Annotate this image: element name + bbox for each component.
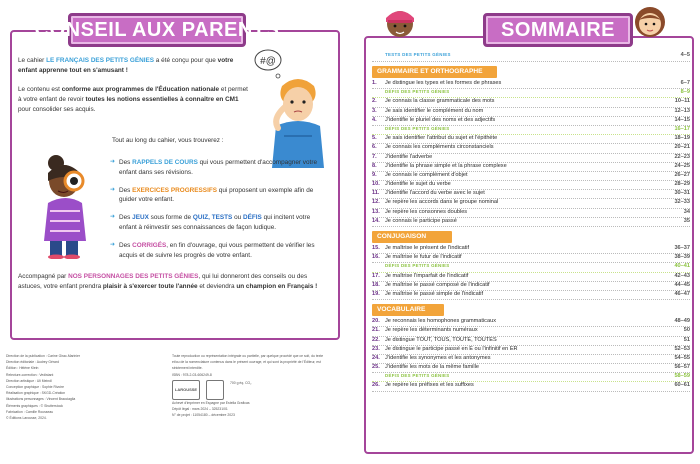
left-page [0, 0, 348, 464]
intro-paragraph-2: Le contenu est conforme aux programmes de l'Éducation nationale et permet à votre enfant de revoir toutes les notions essentielles à connaître en CM1 pour consolider ses acquis. [18, 86, 248, 113]
feature-item: ➜ Des RAPPELS DE COURS qui vous permettent d'accompagner votre enfant dans ses révisions. [110, 158, 328, 178]
toc-row[interactable]: 1. Je distingue les types et les formes de phrases 6–7 [372, 80, 690, 89]
toc-row[interactable]: 23. Je distingue le participe passé en É ou l'infinitif en ER 52–53 [372, 346, 690, 355]
credits-block: Direction de la publication : Carine Girac-Marinier Direction éditoriale : Audrey Gérard Édition : Hélène Klein Relecture-correction : Vedistant Direction artistique : Uli Meindl Conception graphique : Sophie Rivoire Réalisation graphique : SKGD-Création Illustrations personnages : Vincent Bracciaglia Éléments graphiques : © Shutterstock Fabrication : Camille Rousseau © Éditions Larousse, 2024. [6, 354, 81, 421]
larousse-logo: LAROUSSE [172, 380, 200, 400]
girl-character-illustration [34, 151, 106, 259]
toc-row[interactable]: 12. Je repère les accords dans le groupe nominal 32–33 [372, 199, 690, 208]
toc-row[interactable]: 3. Je sais identifier le complément du nom 12–13 [372, 108, 690, 117]
sommaire-title: SOMMAIRE [483, 13, 633, 47]
toc-row[interactable]: 4. J'identifie le pluriel des noms et des adjectifs 14–15 [372, 117, 690, 126]
toc-test-row[interactable]: TESTS DES PETITS GÉNIES 4–5 [372, 52, 690, 62]
toc-defi-row[interactable]: DÉFIS DES PETITS GÉNIES 58–59 [372, 373, 690, 382]
thought-bubble-text: #@ [260, 56, 276, 67]
section-heading-vocabulary: VOCABULAIRE [372, 304, 444, 316]
toc-row[interactable]: 24. J'identifie les synonymes et les antonymes 54–55 [372, 355, 690, 364]
boy-face-avatar [380, 2, 420, 42]
right-page [350, 0, 700, 464]
toc-row[interactable]: 26. Je repère les préfixes et les suffixes 60–61 [372, 382, 690, 391]
toc-row[interactable]: 10. J'identifie le sujet du verbe 28–29 [372, 181, 690, 190]
section-heading-conjugation: CONJUGAISON [372, 231, 452, 243]
feature-item: ➜ Des EXERCICES PROGRESSIFS qui proposent un exemple afin de guider votre enfant. [110, 186, 328, 206]
toc-row[interactable]: 14. Je connais le participe passé 35 [372, 218, 690, 227]
toc-row[interactable]: 2. Je connais la classe grammaticale des mots 10–11 [372, 98, 690, 107]
toc-row[interactable]: 22. Je distingue TOUT, TOUS, TOUTE, TOUTES 51 [372, 337, 690, 346]
closing-paragraph: Accompagné par NOS PERSONNAGES DES PETITS GÉNIES, qui lui donneront des conseils ou des astuces, votre enfant prendra plaisir à s'exercer toute l'année et deviendra un champion en Français ! [18, 273, 318, 290]
toc-row[interactable]: 13. Je repère les consonnes doubles 34 [372, 209, 690, 218]
toc-row[interactable]: 8. J'identifie la phrase simple et la phrase complexe 24–25 [372, 163, 690, 172]
toc-row[interactable]: 20. Je reconnais les homophones grammaticaux 48–49 [372, 318, 690, 327]
toc-row[interactable]: 5. Je sais identifier l'attribut du sujet et l'épithète 18–19 [372, 135, 690, 144]
toc-defi-row[interactable]: DÉFIS DES PETITS GÉNIES 16–17 [372, 126, 690, 135]
intro-paragraph-1: Le cahier LE FRANÇAIS DES PETITS GÉNIES a été conçu pour que votre enfant apprenne tout en s'amusant ! [18, 57, 234, 74]
features-list [110, 150, 328, 260]
pefc-logo [206, 380, 224, 400]
toc-row[interactable]: 19. Je maîtrise le passé simple de l'indicatif 46–47 [372, 291, 690, 300]
toc-row[interactable]: 11. J'identifie l'accord du verbe avec le sujet 30–31 [372, 190, 690, 199]
toc-row[interactable]: 6. Je connais les compléments circonstanciels 20–21 [372, 144, 690, 153]
toc-row[interactable]: 17. Je maîtrise l'imparfait de l'indicatif 42–43 [372, 273, 690, 282]
feature-item: ➜ Des CORRIGÉS, en fin d'ouvrage, qui vous permettent de vérifier les acquis et de suivre les progrès de votre enfant. [110, 241, 328, 261]
table-of-contents [372, 52, 690, 392]
toc-row[interactable]: 21. Je repère les déterminants numéraux 50 [372, 327, 690, 336]
section-heading-grammar: GRAMMAIRE ET ORTHOGRAPHE [372, 66, 497, 78]
toc-row[interactable]: 18. Je maîtrise le passé composé de l'indicatif 44–45 [372, 282, 690, 291]
toc-defi-row[interactable]: DÉFIS DES PETITS GÉNIES 8–9 [372, 89, 690, 98]
toc-row[interactable]: 9. Je connais le complément d'objet 26–27 [372, 172, 690, 181]
feature-item: ➜ Des JEUX sous forme de QUIZ, TESTS ou DÉFIS qui incitent votre enfant à réinvestir ses connaissances de façon ludique. [110, 213, 328, 233]
toc-row[interactable]: 15. Je maîtrise le présent de l'indicatif 36–37 [372, 245, 690, 254]
toc-defi-row[interactable]: DÉFIS DES PETITS GÉNIES 40–41 [372, 263, 690, 272]
parents-advice-title: CONSEIL AUX PARENTS [68, 13, 246, 47]
legal-block: Toute reproduction ou représentation intégrale ou partielle, par quelque procédé que ce soit, du texte et/ou de la nomenclature contenus dans le présent ouvrage, et qui sont la propriété de l'Éditeur, est strictement interdite. ISBN : 978-2-03-606249-8 LAROUSSE 700 g éq. CO₂ Achevé d'imprimer en Espagne par Estella Graficas Dépôt légal : mars 2024 – 325231/01 N° de projet : 11054180 – décembre 2023 [172, 354, 324, 418]
toc-row[interactable]: 16. Je maîtrise le futur de l'indicatif 38–39 [372, 254, 690, 263]
toc-row[interactable]: 7. J'identifie l'adverbe 22–23 [372, 154, 690, 163]
toc-row[interactable]: 25. J'identifie les mots de la même famille 56–57 [372, 364, 690, 373]
bullets-intro: Tout au long du cahier, vous trouverez : [112, 137, 224, 144]
girl-face-avatar [630, 2, 670, 42]
eco-label: 700 g éq. CO₂ [230, 380, 252, 385]
